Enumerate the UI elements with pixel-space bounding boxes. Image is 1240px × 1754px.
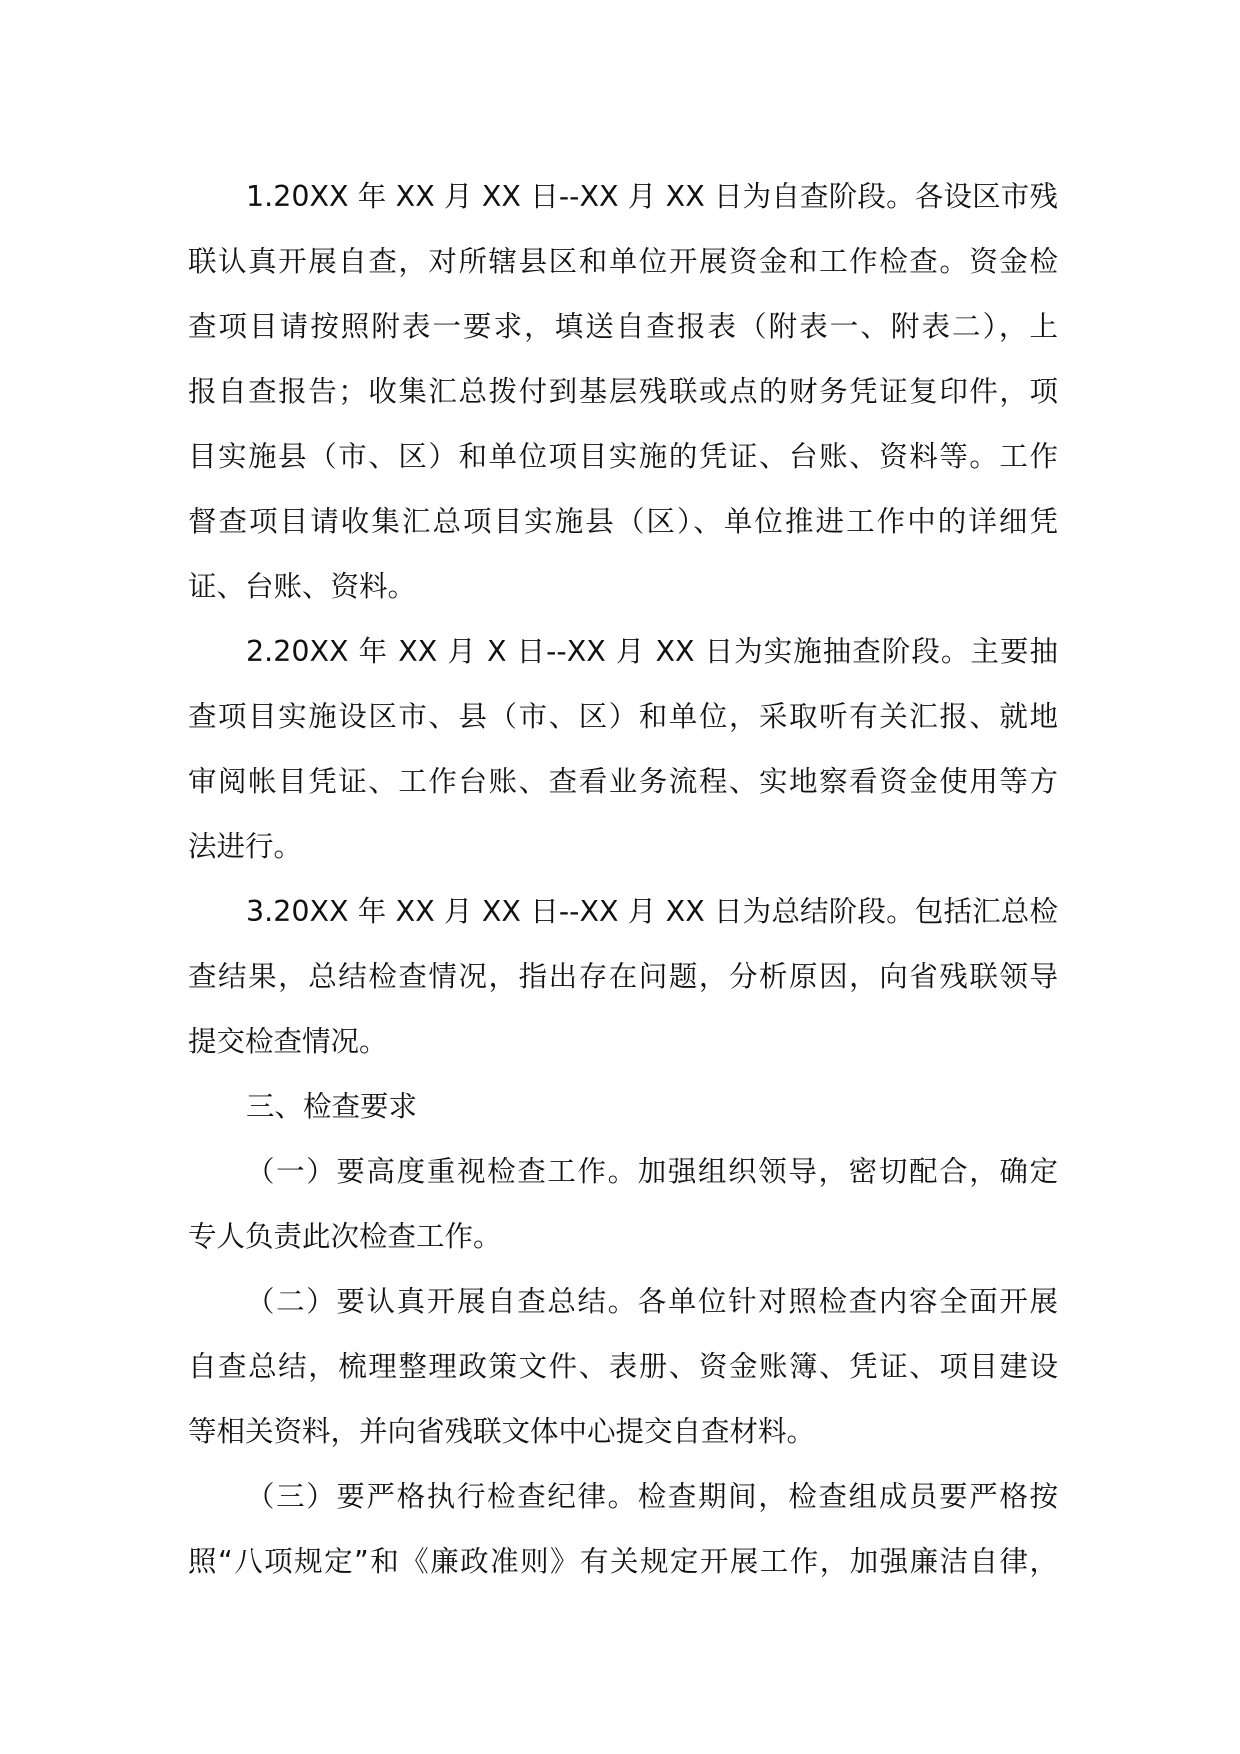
requirement-2-line-2: 自查总结，梳理整理政策文件、表册、资金账簿、凭证、项目建设 xyxy=(188,1350,1058,1383)
requirement-1-line-1: （一）要高度重视检查工作。加强组织领导，密切配合，确定 xyxy=(246,1155,1058,1188)
paragraph-2-line-3: 审阅帐目凭证、工作台账、查看业务流程、实地察看资金使用等方 xyxy=(188,765,1058,798)
paragraph-3-line-1: 3.20XX 年 XX 月 XX 日--XX 月 XX 日为总结阶段。包括汇总检 xyxy=(246,895,1058,928)
paragraph-1-line-1: 1.20XX 年 XX 月 XX 日--XX 月 XX 日为自查阶段。各设区市残 xyxy=(246,180,1058,213)
paragraph-2-line-4: 法进行。 xyxy=(188,830,303,863)
paragraph-1-line-3: 查项目请按照附表一要求，填送自查报表（附表一、附表二），上 xyxy=(188,310,1058,343)
requirement-3-line-2: 照“八项规定”和《廉政准则》有关规定开展工作，加强廉洁自律， xyxy=(188,1545,1058,1578)
requirement-2-line-1: （二）要认真开展自查总结。各单位针对照检查内容全面开展 xyxy=(246,1285,1058,1318)
paragraph-1-line-6: 督查项目请收集汇总项目实施县（区）、单位推进工作中的详细凭 xyxy=(188,505,1058,538)
paragraph-3-line-2: 查结果，总结检查情况，指出存在问题，分析原因，向省残联领导 xyxy=(188,960,1058,993)
paragraph-1-line-4: 报自查报告；收集汇总拨付到基层残联或点的财务凭证复印件，项 xyxy=(188,375,1058,408)
requirement-1-line-2: 专人负责此次检查工作。 xyxy=(188,1220,502,1253)
paragraph-2-line-2: 查项目实施设区市、县（市、区）和单位，采取听有关汇报、就地 xyxy=(188,700,1058,733)
requirement-3-line-1: （三）要严格执行检查纪律。检查期间，检查组成员要严格按 xyxy=(246,1480,1058,1513)
requirement-2-line-3: 等相关资料，并向省残联文体中心提交自查材料。 xyxy=(188,1415,816,1448)
paragraph-1-line-2: 联认真开展自查，对所辖县区和单位开展资金和工作检查。资金检 xyxy=(188,245,1058,278)
paragraph-1-line-7: 证、台账、资料。 xyxy=(188,570,417,603)
section-heading-inspection-requirements: 三、检查要求 xyxy=(246,1090,418,1123)
paragraph-2-line-1: 2.20XX 年 XX 月 X 日--XX 月 XX 日为实施抽查阶段。主要抽 xyxy=(246,635,1058,668)
document-body xyxy=(188,164,1058,1594)
paragraph-1-line-5: 目实施县（市、区）和单位项目实施的凭证、台账、资料等。工作 xyxy=(188,440,1058,473)
paragraph-3-line-3: 提交检查情况。 xyxy=(188,1025,388,1058)
